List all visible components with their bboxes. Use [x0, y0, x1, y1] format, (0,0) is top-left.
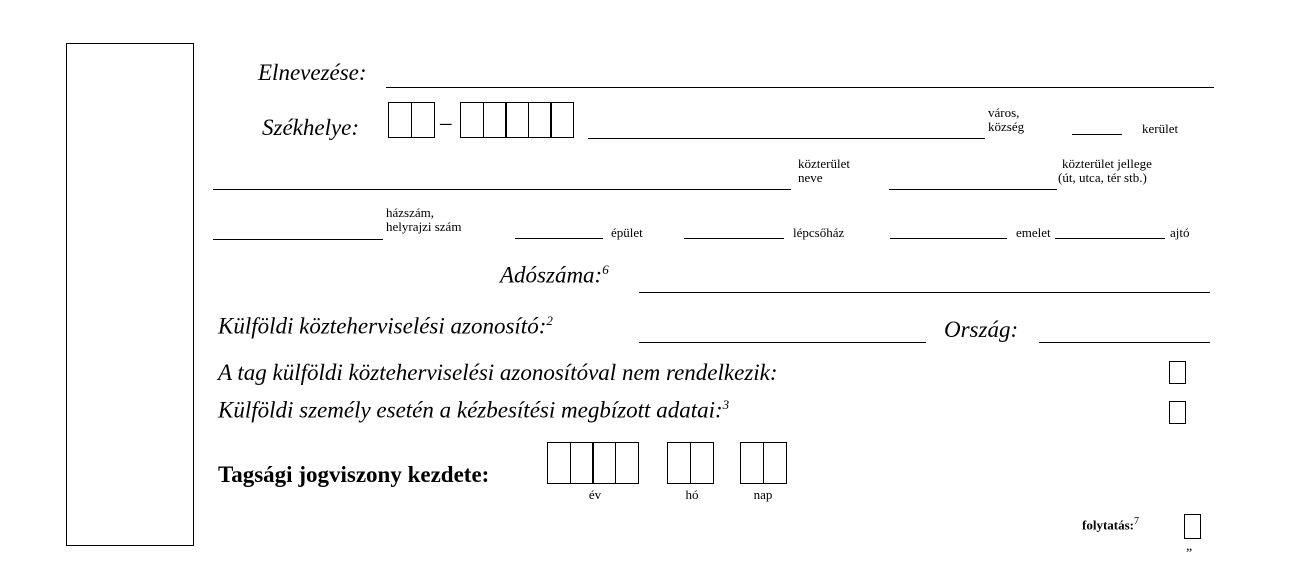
kozterulet-neve-field[interactable] [213, 189, 791, 190]
day-cell[interactable] [763, 442, 787, 484]
month-cell[interactable] [690, 442, 714, 484]
month-cells[interactable] [667, 442, 712, 484]
postal-cell[interactable] [550, 102, 574, 138]
month-cell[interactable] [667, 442, 691, 484]
adoszama-field[interactable] [639, 292, 1210, 293]
kezbesitesi-label [218, 397, 729, 424]
month-label: hó [685, 487, 699, 502]
postal-cell[interactable] [528, 102, 552, 138]
postal-dash: – [440, 110, 452, 135]
nem-rendelkezik-label: A tag külföldi közteherviselési azonosítóval nem rendelkezik: [218, 360, 778, 385]
kezbesitesi-text: Külföldi személy esetén a kézbesítési megbízott adatai: [218, 397, 723, 423]
kezbesitesi-footnote: 3 [722, 397, 730, 412]
year-cell[interactable] [570, 442, 594, 484]
folytatas-text: folytatás: [1082, 517, 1134, 533]
adoszama-label [500, 262, 609, 289]
varos-label [988, 106, 1024, 134]
adoszama-text: Adószáma: [500, 262, 603, 288]
kozterulet-neve-line1: közterület [798, 156, 850, 171]
epulet-label: épület [611, 225, 643, 240]
ajto-field[interactable] [1055, 238, 1165, 239]
emelet-field[interactable] [890, 238, 1007, 239]
postal-cell[interactable] [460, 102, 484, 138]
kozterulet-jellege-line2: (út, utca, tér stb.) [1058, 170, 1147, 185]
day-cells[interactable] [740, 442, 785, 484]
kezbesitesi-checkbox[interactable] [1169, 401, 1186, 424]
postal-code-cells[interactable] [460, 102, 573, 138]
year-cells[interactable] [547, 442, 637, 484]
folytatas-label [1082, 516, 1139, 533]
tagsagi-label: Tagsági jogviszony kezdete: [218, 462, 490, 487]
varos-field[interactable] [588, 138, 985, 139]
postal-cell[interactable] [505, 102, 529, 138]
kulfoldi-footnote: 2 [546, 313, 553, 328]
emelet-label: emelet [1016, 225, 1051, 240]
varos-label-line1: város, [988, 105, 1020, 120]
orszag-field[interactable] [1039, 342, 1210, 343]
szekhelye-label: Székhelye: [262, 115, 360, 140]
kozterulet-jellege-line1: közterület jellege [1062, 156, 1152, 171]
varos-label-line2: község [988, 119, 1025, 134]
ajto-label: ajtó [1170, 225, 1190, 240]
hazszam-field[interactable] [213, 239, 383, 240]
kulfoldi-azonosito-field[interactable] [639, 342, 926, 343]
hazszam-line2: helyrajzi szám [386, 219, 462, 234]
lepcsohaz-label: lépcsőház [793, 225, 845, 240]
hazszam-line1: házszám, [386, 205, 435, 220]
kulfoldi-azonosito-label [218, 313, 553, 340]
elnevezese-field[interactable] [386, 87, 1214, 88]
lepcsohaz-field[interactable] [684, 238, 784, 239]
kozterulet-neve-line2: neve [798, 170, 823, 185]
kerulet-field[interactable] [1072, 134, 1122, 135]
adoszama-footnote: 6 [602, 262, 609, 277]
year-cell[interactable] [547, 442, 571, 484]
kozterulet-neve-label [798, 157, 850, 185]
kulfoldi-azonosito-text: Külföldi közteherviselési azonosító: [218, 313, 547, 339]
year-cell[interactable] [615, 442, 639, 484]
postal-cell[interactable] [411, 102, 435, 138]
kerulet-label: kerület [1142, 121, 1179, 136]
left-frame [66, 43, 194, 546]
postal-cell[interactable] [483, 102, 507, 138]
year-cell[interactable] [592, 442, 616, 484]
quote-mark: „ [1186, 539, 1193, 554]
kozterulet-jellege-field[interactable] [889, 189, 1057, 190]
day-label: nap [753, 487, 773, 502]
year-label: év [588, 487, 602, 502]
postal-code-prefix-cells[interactable] [388, 102, 433, 138]
day-cell[interactable] [740, 442, 764, 484]
kozterulet-jellege-label [1058, 157, 1152, 185]
folytatas-checkbox[interactable] [1184, 514, 1201, 539]
orszag-label: Ország: [944, 317, 1019, 342]
epulet-field[interactable] [515, 238, 603, 239]
elnevezese-label: Elnevezése: [258, 60, 367, 85]
postal-cell[interactable] [388, 102, 412, 138]
folytatas-footnote: 7 [1134, 516, 1139, 527]
hazszam-label [386, 206, 461, 234]
nem-rendelkezik-checkbox[interactable] [1169, 361, 1186, 384]
